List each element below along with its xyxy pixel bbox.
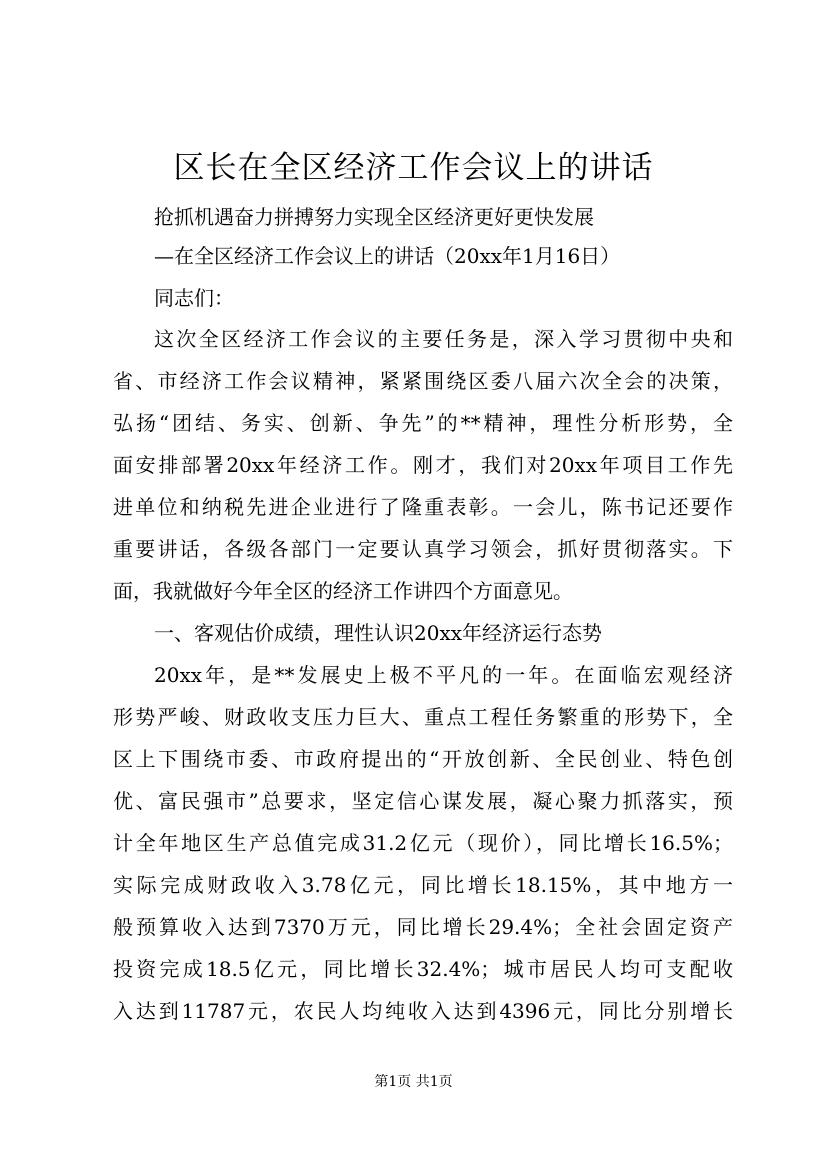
paragraph-line: 省、市经济工作会议精神，紧紧围绕区委八届六次全会的决策， [113,369,733,393]
paragraph-line: 入达到11787元，农民人均纯收入达到4396元，同比分别增长 [113,999,733,1023]
subtitle-date-line: —在全区经济工作会议上的讲话（20xx年1月16日） [154,244,621,268]
paragraph-line: 面，我就做好今年全区的经济工作讲四个方面意见。 [113,579,573,603]
subtitle-line: 抢抓机遇奋力拼搏努力实现全区经济更好更快发展 [154,205,594,229]
paragraph-line: 进单位和纳税先进企业进行了隆重表彰。一会儿，陈书记还要作 [113,495,733,519]
paragraph-line: 重要讲话，各级各部门一定要认真学习领会，抓好贯彻落实。下 [113,537,733,561]
paragraph-line: 计全年地区生产总值完成31.2亿元（现价），同比增长16.5%； [113,831,733,855]
paragraph-line: 这次全区经济工作会议的主要任务是，深入学习贯彻中央和 [154,327,733,351]
paragraph-line: 面安排部署20xx年经济工作。刚才，我们对20xx年项目工作先 [113,453,733,477]
paragraph-line: 20xx年，是**发展史上极不平凡的一年。在面临宏观经济 [154,663,733,687]
paragraph-line: 弘扬“团结、务实、创新、争先”的**精神，理性分析形势，全 [113,411,733,435]
paragraph-line: 投资完成18.5亿元，同比增长32.4%；城市居民人均可支配收 [113,957,733,981]
paragraph-line: 区上下围绕市委、市政府提出的“开放创新、全民创业、特色创 [113,747,733,771]
document-title: 区长在全区经济工作会议上的讲话 [173,150,654,186]
section-heading: 一、客观估价成绩，理性认识20xx年经济运行态势 [154,621,603,645]
paragraph-line: 般预算收入达到7370万元，同比增长29.4%；全社会固定资产 [113,915,733,939]
paragraph-line: 实际完成财政收入3.78亿元，同比增长18.15%，其中地方一 [113,873,733,897]
paragraph-line: 形势严峻、财政收支压力巨大、重点工程任务繁重的形势下，全 [113,705,733,729]
paragraph-line: 优、富民强市”总要求，坚定信心谋发展，凝心聚力抓落实，预 [113,789,733,813]
page-footer: 第1页 共1页 [374,1074,453,1090]
salutation: 同志们： [154,286,234,310]
